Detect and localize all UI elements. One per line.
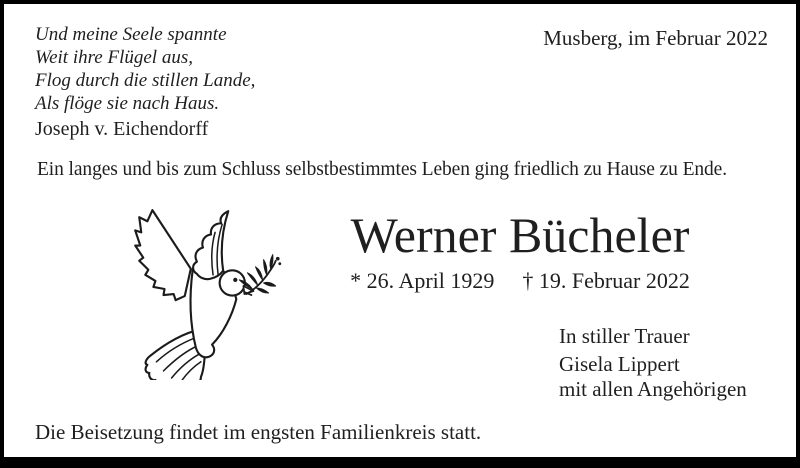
poem-line: Flog durch die stillen Lande, — [35, 70, 256, 91]
poem-block — [35, 23, 255, 141]
poem-line: Als flöge sie nach Haus. — [35, 93, 220, 114]
mourners-relatives: mit allen Angehörigen — [559, 377, 747, 401]
deceased-name: Werner Bücheler — [350, 207, 690, 263]
birth-date: * 26. April 1929 — [350, 268, 495, 293]
poem-line: Weit ihre Flügel aus, — [35, 47, 193, 68]
dove-olive-branch-icon — [132, 198, 284, 380]
life-dates — [314, 268, 726, 294]
poem-line: Und meine Seele spannte — [35, 24, 227, 45]
mourners-block — [559, 324, 747, 403]
mourners-heading: In stiller Trauer — [559, 324, 690, 348]
funeral-note: Die Beisetzung findet im engsten Familienkreis statt. — [35, 420, 482, 444]
mourner-name: Gisela Lippert — [559, 351, 680, 376]
death-date: † 19. Februar 2022 — [522, 268, 690, 293]
place-dateline: Musberg, im Februar 2022 — [543, 26, 768, 50]
poem-author: Joseph v. Eichendorff — [35, 118, 209, 140]
intro-sentence: Ein langes und bis zum Schluss selbstbestimmtes Leben ging friedlich zu Hause zu Ende. — [37, 159, 728, 180]
